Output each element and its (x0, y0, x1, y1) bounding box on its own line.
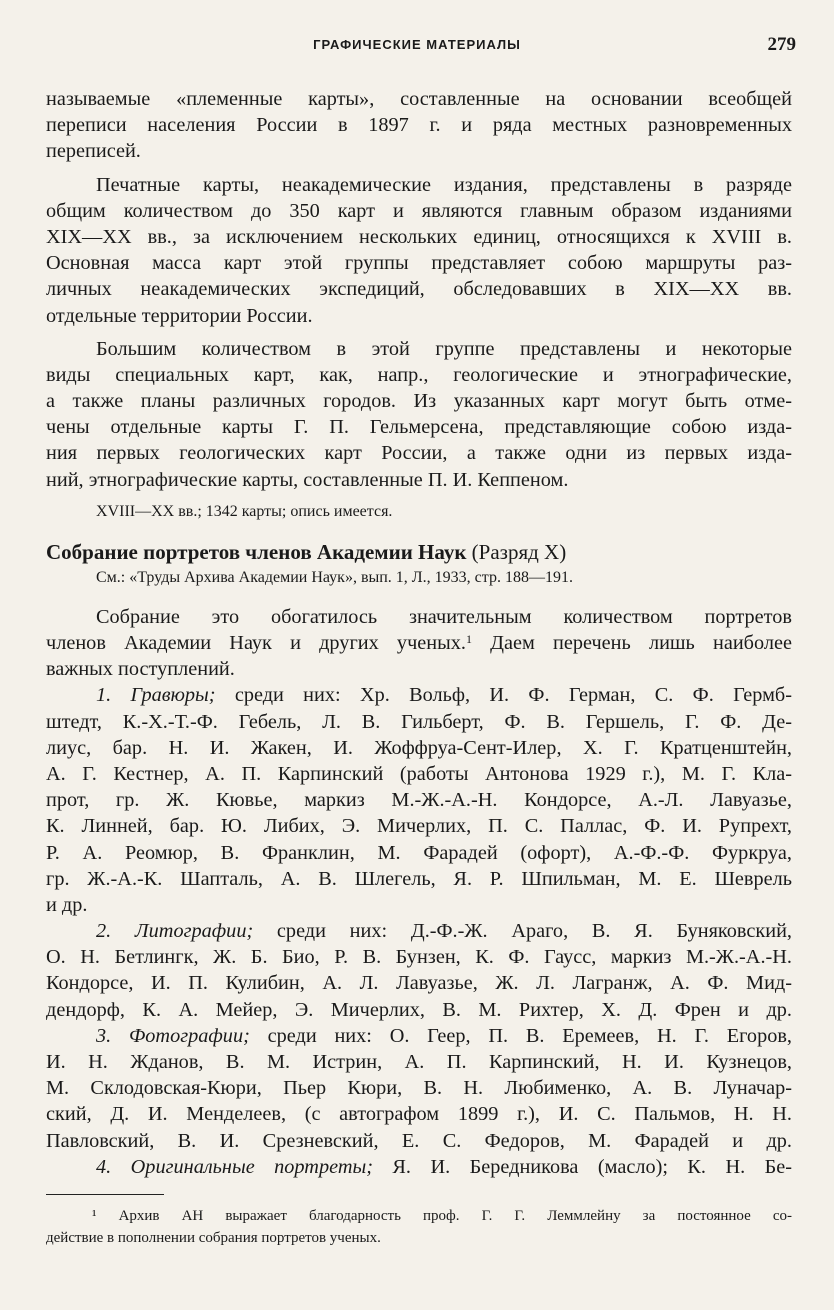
text-line (46, 918, 792, 944)
paragraph-special-maps (46, 336, 792, 493)
list-label: 1. Гравюры; (96, 684, 216, 707)
footnote (46, 1205, 792, 1249)
text-line: ний, этнографические карты, составленные П. И. Кеппеном. (46, 468, 569, 491)
list-photographs (46, 1023, 792, 1154)
text-line: называемые «племенные карты», составленные на основании всеобщей (46, 88, 792, 110)
text-line: Р. А. Реомюр, В. Франклин, М. Фарадей (офорт), А.-Ф.-Ф. Фуркруа, (46, 841, 792, 864)
text-line: чены отдельные карты Г. П. Гельмерсена, представляющие собою изда- (46, 416, 792, 439)
text-line: ский, Д. И. Менделеев, (с автографом 1899 г.), И. С. Пальмов, Н. Н. (46, 1103, 792, 1126)
footnote-line: действие в пополнении собрания портретов ученых. (46, 1229, 381, 1246)
text-line: К. Линней, бар. Ю. Либих, Э. Мичерлих, П. С. Паллас, Ф. И. Рупрехт, (46, 815, 792, 838)
section-reference: См.: «Труды Архива Академии Наук», вып. 1, Л., 1933, стр. 188—191. (96, 568, 573, 586)
text-line: и др. (46, 893, 88, 916)
archive-note: XVIII—XX вв.; 1342 карты; опись имеется. (96, 502, 393, 520)
text-line: О. Н. Бетлингк, Ж. Б. Био, Р. В. Бунзен, К. Ф. Гаусс, маркиз М.-Ж.-А.-Н. (46, 946, 792, 969)
page-header (0, 34, 834, 58)
text-line: лиус, бар. Н. И. Жакен, И. Жоффруа-Сент-Илер, Х. Г. Кратценштейн, (46, 736, 792, 759)
footnote-marker: 1 (465, 632, 472, 646)
list-engravings (46, 682, 792, 918)
text-line: И. Н. Жданов, В. М. Истрин, А. П. Карпинский, Н. И. Кузнецов, (46, 1051, 792, 1073)
text-line (46, 682, 792, 708)
text-line: Павловский, В. И. Срезневский, Е. С. Федоров, М. Фарадей и др. (46, 1129, 792, 1152)
text-line: важных поступлений. (46, 658, 235, 681)
intro-text: Даем перечень лишь наиболее (471, 632, 792, 654)
paragraph-continuation (46, 86, 792, 165)
text-line: гр. Ж.-А.-К. Шапталь, А. В. Шлегель, Я. Р. Шпильман, М. Е. Шеврель (46, 867, 792, 890)
text-line: отдельные территории России. (46, 304, 313, 327)
text-line: личных неакадемических экспедиций, обследовавших в XIX—XX вв. (46, 278, 792, 301)
text-line (46, 1154, 792, 1180)
list-label: 4. Оригинальные портреты; (96, 1155, 373, 1178)
text-line (46, 1023, 792, 1049)
footnote-divider (46, 1194, 164, 1205)
text-line: М. Склодовская-Кюри, Пьер Кюри, В. Н. Любименко, А. В. Луначар- (46, 1077, 792, 1100)
list-text: среди них: Хр. Вольф, И. Ф. Герман, С. Ф. Гермб- (215, 684, 792, 707)
paragraph-printed-maps (46, 172, 792, 329)
list-text: среди них: О. Геер, П. В. Еремеев, Н. Г. Егоров, (249, 1024, 793, 1047)
text-line: переписей. (46, 140, 141, 163)
text-line: Печатные карты, неакадемические издания, представлены в разряде (96, 173, 792, 196)
page-body (46, 86, 792, 1249)
list-text: среди них: Д.-Ф.-Ж. Араго, В. Я. Буняковский, (253, 920, 792, 943)
text-line: XIX—XX вв., за исключением нескольких единиц, относящихся к XVIII в. (46, 225, 792, 248)
text-line: Кондорсе, И. П. Кулибин, А. Л. Лавуазье, Ж. Л. Лагранж, А. Ф. Мид- (46, 972, 792, 995)
list-text: Я. И. Бередникова (масло); К. Н. Бе- (372, 1155, 793, 1178)
section-category: (Разряд X) (471, 539, 567, 564)
text-line: Собрание это обогатилось значительным количеством портретов (96, 605, 792, 628)
text-line: А. Г. Кестнер, А. П. Карпинский (работы Антонова 1929 г.), М. Г. Кла- (46, 762, 792, 785)
text-line: штедт, К.-Х.-Т.-Ф. Гебель, Л. В. Гильберт, Ф. В. Гершель, Г. Ф. Де- (46, 710, 792, 733)
running-title: ГРАФИЧЕСКИЕ МАТЕРИАЛЫ (313, 37, 521, 52)
intro-text: членов Академии Наук и других ученых. (46, 632, 466, 654)
text-line: прот, гр. Ж. Кювье, маркиз М.-Ж.-А.-Н. Кондорсе, А.-Л. Лавуазье, (46, 789, 792, 812)
text-line: а также планы различных городов. Из указанных карт могут быть отме- (46, 390, 792, 413)
text-line: дендорф, К. А. Мейер, Э. Мичерлих, В. М. Рихтер, Х. Д. Френ и др. (46, 998, 792, 1021)
paragraph-intro (46, 604, 792, 683)
text-line: Большим количеством в этой группе представлены и некоторые (96, 337, 792, 360)
list-label: 2. Литографии; (96, 920, 254, 943)
page-number: 279 (767, 34, 796, 55)
section-heading (46, 538, 792, 566)
footnote-line: ¹ Архив АН выражает благодарность проф. Г. Г. Леммлейну за постоянное со- (92, 1207, 792, 1224)
section-title: Собрание портретов членов Академии Наук (46, 539, 467, 564)
text-line: общим количеством до 350 карт и являются главным образом изданиями (46, 199, 792, 222)
text-line: виды специальных карт, как, напр., геологические и этнографические, (46, 363, 792, 386)
text-line (46, 630, 792, 656)
list-lithographs (46, 918, 792, 1023)
text-line: переписи населения России в 1897 г. и ряда местных разновременных (46, 114, 792, 137)
text-line: ния первых геологических карт России, а также одни из первых изда- (46, 442, 792, 465)
list-original-portraits (46, 1154, 792, 1180)
list-label: 3. Фотографии; (96, 1024, 250, 1047)
text-line: Основная масса карт этой группы представляет собою маршруты раз- (46, 252, 792, 275)
